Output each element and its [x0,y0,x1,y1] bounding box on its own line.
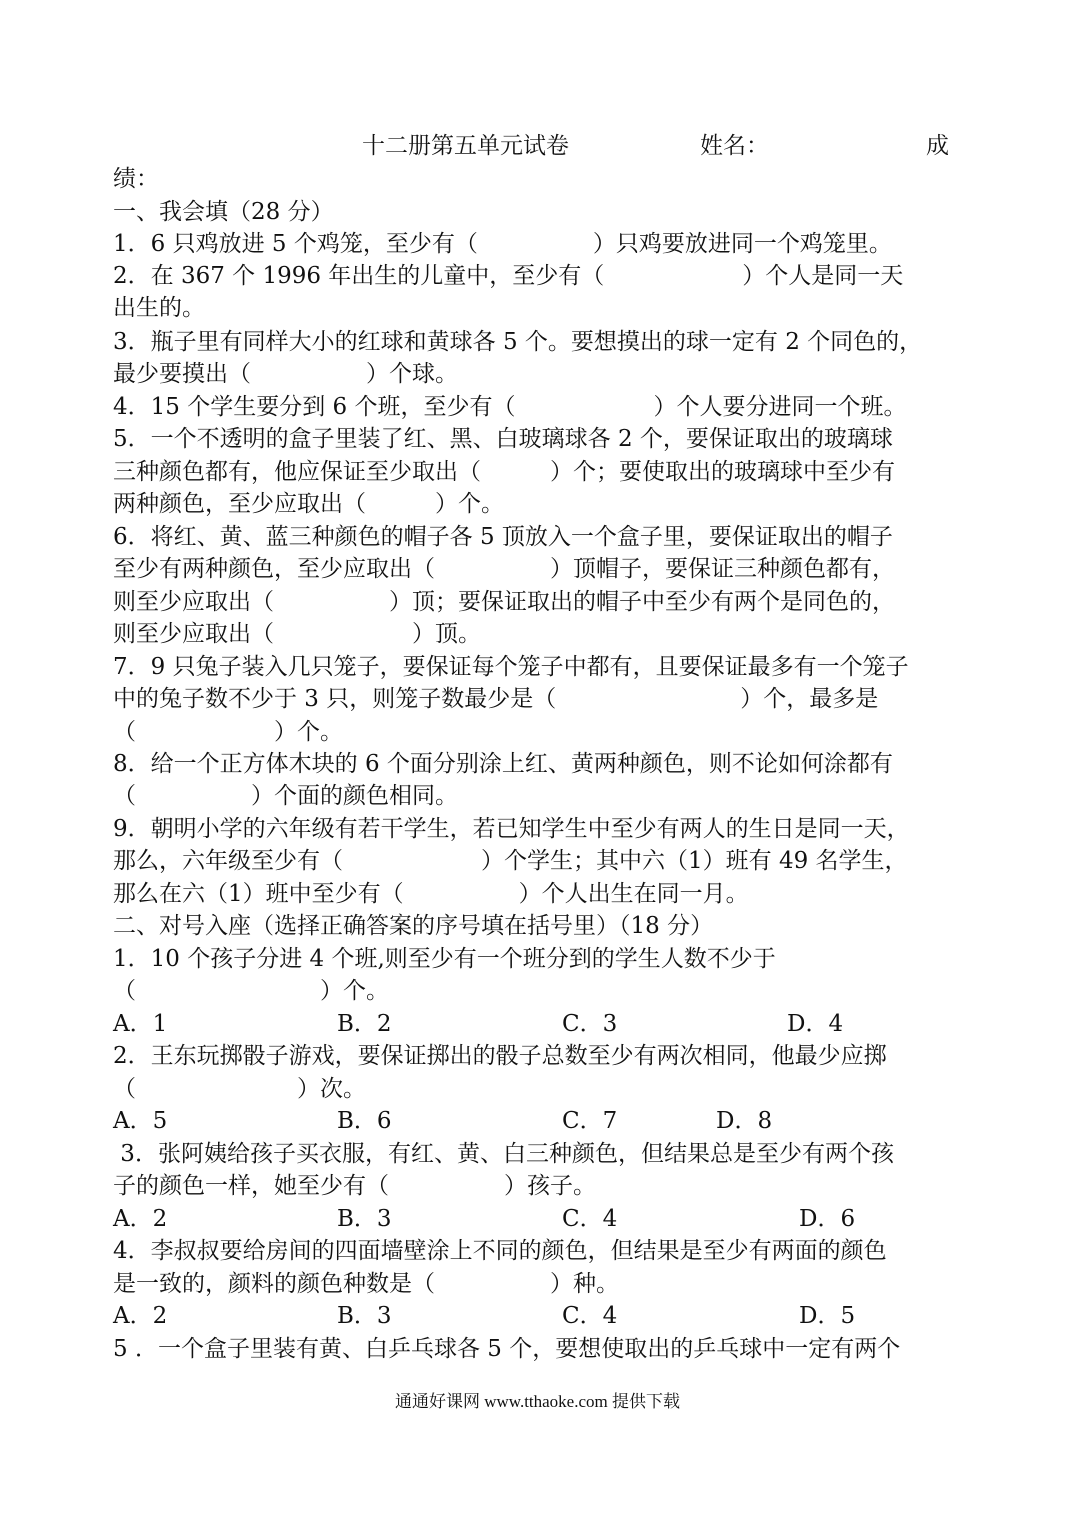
option-a: A．2 [113,1206,168,1232]
question-line: 是一致的，颜料的颜色种数是（ ）种。 [113,1271,619,1297]
question-line: 4．李叔叔要给房间的四面墙壁涂上不同的颜色，但结果是至少有两面的颜色 [113,1238,887,1264]
option-c: C．7 [562,1108,618,1134]
section2-heading: 二、对号入座（选择正确答案的序号填在括号里）（18 分） [113,913,714,939]
section1-heading: 一、我会填（28 分） [113,199,334,225]
section1-line: 那么，六年级至少有（ ）个学生；其中六（1）班有 49 名学生， [113,848,908,874]
section1-line: 5．一个不透明的盒子里装了红、黑、白玻璃球各 2 个，要保证取出的玻璃球 [113,426,893,452]
section1-line: （ ）个面的颜色相同。 [113,783,458,809]
score-label-part2: 绩： [113,166,159,192]
question-line: 5 ．一个盒子里装有黄、白乒乓球各 5 个，要想使取出的乒乓球中一定有两个 [113,1336,901,1362]
section1-line: 中的兔子数不少于 3 只，则笼子数最少是（ ）个，最多是 [113,686,879,712]
question-line: 2．王东玩掷骰子游戏，要保证掷出的骰子总数至少有两次相同，他最少应掷 [113,1043,887,1069]
section1-line: 至少有两种颜色，至少应取出（ ）顶帽子，要保证三种颜色都有， [113,556,895,582]
option-b: B．3 [337,1206,392,1232]
section1-line: 7．9 只兔子装入几只笼子，要保证每个笼子中都有，且要保证最多有一个笼子 [113,654,909,680]
name-label: 姓名： [700,133,769,159]
option-d: D．6 [799,1206,856,1232]
score-label-part1: 成 [926,133,949,159]
option-d: D．5 [799,1303,856,1329]
section1-line: 9．朝明小学的六年级有若干学生，若已知学生中至少有两人的生日是同一天， [113,816,910,842]
question-line: 子的颜色一样，她至少有（ ）孩子。 [113,1173,596,1199]
section1-line: 6．将红、黄、蓝三种颜色的帽子各 5 顶放入一个盒子里，要保证取出的帽子 [113,524,893,550]
section1-line: 两种颜色，至少应取出（ ）个。 [113,491,504,517]
option-c: C．4 [562,1303,618,1329]
question-line: （ ）个。 [113,978,389,1004]
option-a: A．1 [113,1011,168,1037]
question-line: 3．张阿姨给孩子买衣服，有红、黄、白三种颜色，但结果总是至少有两个孩 [113,1141,894,1167]
option-c: C．4 [562,1206,618,1232]
footer-source: 通通好课网 www.tthaoke.com 提供下载 [394,1392,681,1411]
section1-line: 2．在 367 个 1996 年出生的儿童中，至少有（ ）个人是同一天 [113,263,904,289]
option-d: D．4 [787,1011,844,1037]
section1-line: 则至少应取出（ ）顶；要保证取出的帽子中至少有两个是同色的， [113,589,895,615]
section1-line: 三种颜色都有，他应保证至少取出（ ）个；要使取出的玻璃球中至少有 [113,459,895,485]
section1-line: 出生的。 [113,295,205,321]
option-c: C．3 [562,1011,618,1037]
section1-line: 3．瓶子里有同样大小的红球和黄球各 5 个。要想摸出的球一定有 2 个同色的， [113,329,923,355]
section1-line: 8．给一个正方体木块的 6 个面分别涂上红、黄两种颜色，则不论如何涂都有 [113,751,893,777]
question-line: （ ）次。 [113,1076,366,1102]
section1-line: 那么在六（1）班中至少有（ ）个人出生在同一月。 [113,881,749,907]
section1-line: （ ）个。 [113,719,343,745]
section1-line: 1．6 只鸡放进 5 个鸡笼，至少有（ ）只鸡要放进同一个鸡笼里。 [113,231,892,257]
section1-line: 4．15 个学生要分到 6 个班，至少有（ ）个人要分进同一个班。 [113,394,907,420]
option-b: B．3 [337,1303,392,1329]
section1-line: 最少要摸出（ ）个球。 [113,361,458,387]
option-a: A．2 [113,1303,168,1329]
option-a: A．5 [113,1108,168,1134]
option-b: B．2 [337,1011,392,1037]
option-d: D．8 [716,1108,773,1134]
exam-title: 十二册第五单元试卷 [362,133,569,159]
option-b: B．6 [337,1108,392,1134]
section1-line: 则至少应取出（ ）顶。 [113,621,481,647]
question-line: 1．10 个孩子分进 4 个班,则至少有一个班分到的学生人数不少于 [113,946,776,972]
